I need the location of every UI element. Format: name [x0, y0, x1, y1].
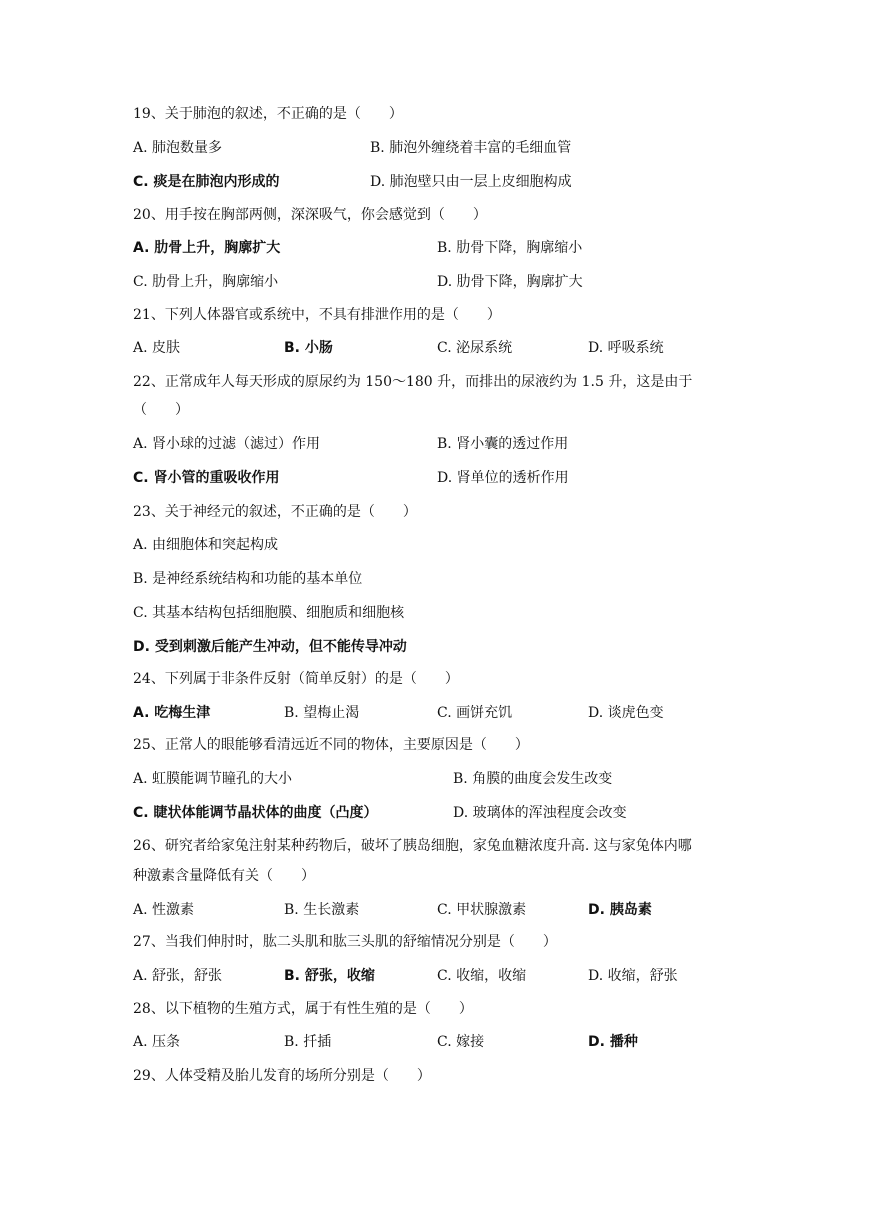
question-26-stem-continued: 种激素含量降低有关（ ）: [133, 868, 315, 884]
question-22-option-d: D. 肾单位的透析作用: [437, 470, 569, 486]
question-19-option-d: D. 肺泡壁只由一层上皮细胞构成: [370, 174, 572, 190]
question-19-option-a: A. 肺泡数量多: [133, 140, 223, 156]
question-24-option-c: C. 画饼充饥: [437, 705, 513, 721]
question-27-stem: 27、当我们伸肘时，肱二头肌和肱三头肌的舒缩情况分别是（ ）: [133, 934, 557, 950]
question-26-option-d-answer: D. 胰岛素: [588, 902, 652, 918]
question-21-option-a: A. 皮肤: [133, 340, 181, 356]
question-28-option-b: B. 扦插: [284, 1034, 332, 1050]
question-24-option-b: B. 望梅止渴: [284, 705, 360, 721]
question-21-stem: 21、下列人体器官或系统中，不具有排泄作用的是（ ）: [133, 307, 501, 323]
question-29-stem: 29、人体受精及胎儿发育的场所分别是（ ）: [133, 1068, 431, 1084]
question-21-option-b-answer: B. 小肠: [284, 340, 333, 356]
question-26-option-b: B. 生长激素: [284, 902, 360, 918]
question-26-stem: 26、研究者给家兔注射某种药物后，破坏了胰岛细胞，家兔血糖浓度升高. 这与家兔体内哪: [133, 838, 692, 854]
question-22-option-a: A. 肾小球的过滤（滤过）作用: [133, 436, 321, 452]
question-22-stem: 22、正常成年人每天形成的原尿约为 150～180 升，而排出的尿液约为 1.5 升，这是由于: [133, 374, 693, 390]
question-27-option-b-answer: B. 舒张，收缩: [284, 968, 375, 984]
question-20-option-a-answer: A. 肋骨上升，胸廓扩大: [133, 240, 281, 256]
question-25-option-a: A. 虹膜能调节瞳孔的大小: [133, 771, 293, 787]
question-25-option-c-answer: C. 睫状体能调节晶状体的曲度（凸度）: [133, 805, 378, 821]
question-25-option-d: D. 玻璃体的浑浊程度会改变: [453, 805, 627, 821]
question-28-option-c: C. 嫁接: [437, 1034, 485, 1050]
question-19-stem: 19、关于肺泡的叙述，不正确的是（ ）: [133, 106, 403, 122]
question-24-option-d: D. 谈虎色变: [588, 705, 664, 721]
question-22-stem-continued: （ ）: [133, 402, 189, 418]
question-21-option-d: D. 呼吸系统: [588, 340, 664, 356]
question-24-stem: 24、下列属于非条件反射（简单反射）的是（ ）: [133, 671, 459, 687]
question-25-stem: 25、正常人的眼能够看清远近不同的物体，主要原因是（ ）: [133, 737, 529, 753]
question-27-option-a: A. 舒张，舒张: [133, 968, 223, 984]
question-23-option-a: A. 由细胞体和突起构成: [133, 537, 279, 553]
question-28-option-a: A. 压条: [133, 1034, 181, 1050]
question-26-option-a: A. 性激素: [133, 902, 195, 918]
question-19-option-b: B. 肺泡外缠绕着丰富的毛细血管: [370, 140, 572, 156]
question-20-option-c: C. 肋骨上升，胸廓缩小: [133, 274, 279, 290]
question-28-option-d-answer: D. 播种: [588, 1034, 638, 1050]
question-20-option-b: B. 肋骨下降，胸廓缩小: [437, 240, 583, 256]
question-25-option-b: B. 角膜的曲度会发生改变: [453, 771, 613, 787]
question-23-stem: 23、关于神经元的叙述，不正确的是（ ）: [133, 504, 417, 520]
question-22-option-c-answer: C. 肾小管的重吸收作用: [133, 470, 280, 486]
question-23-option-b: B. 是神经系统结构和功能的基本单位: [133, 571, 363, 587]
question-28-stem: 28、以下植物的生殖方式，属于有性生殖的是（ ）: [133, 1001, 473, 1017]
question-27-option-c: C. 收缩，收缩: [437, 968, 527, 984]
question-22-option-b: B. 肾小囊的透过作用: [437, 436, 569, 452]
question-26-option-c: C. 甲状腺激素: [437, 902, 527, 918]
question-27-option-d: D. 收缩，舒张: [588, 968, 678, 984]
question-23-option-d-answer: D. 受到刺激后能产生冲动，但不能传导冲动: [133, 639, 407, 655]
question-24-option-a-answer: A. 吃梅生津: [133, 705, 211, 721]
question-19-option-c-answer: C. 痰是在肺泡内形成的: [133, 174, 280, 190]
question-23-option-c: C. 其基本结构包括细胞膜、细胞质和细胞核: [133, 605, 405, 621]
question-21-option-c: C. 泌尿系统: [437, 340, 513, 356]
question-20-option-d: D. 肋骨下降，胸廓扩大: [437, 274, 583, 290]
question-20-stem: 20、用手按在胸部两侧，深深吸气，你会感觉到（ ）: [133, 207, 487, 223]
